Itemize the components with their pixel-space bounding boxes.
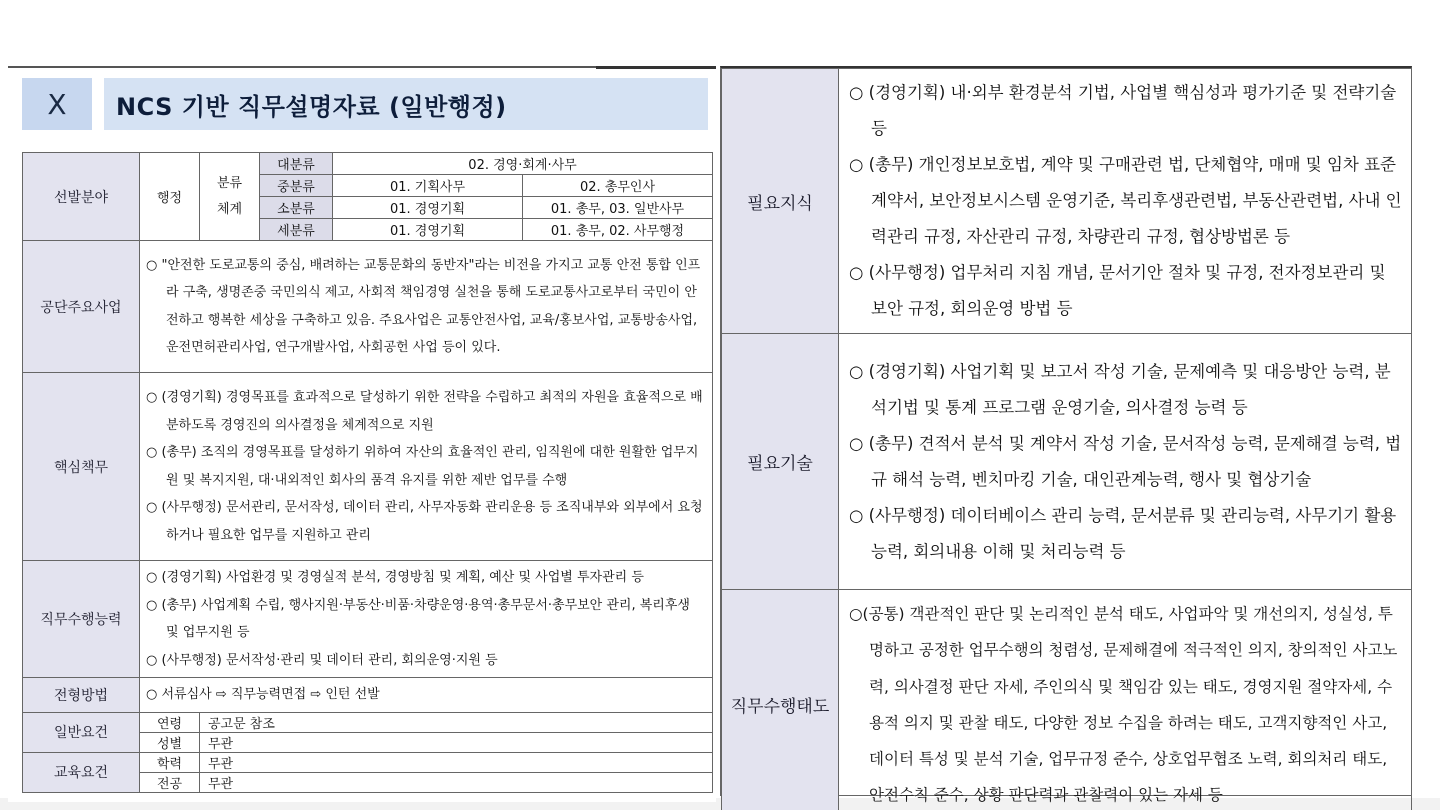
selection-text: ○ 서류심사 ⇨ 직무능력면접 ⇨ 인턴 선발 [140, 678, 713, 713]
knowledge-item: ○ (경영기획) 내·외부 환경분석 기법, 사업별 핵심성과 평가기준 및 전략기술 등 [849, 83, 1397, 138]
main-business-text [140, 241, 713, 373]
skill-item: ○ (경영기획) 사업기획 및 보고서 작성 기술, 문제예측 및 대응방안 능력, 분석기법 및 통계 프로그램 운영기술, 의사결정 능력 등 [849, 361, 1391, 417]
competency-item: ○ (총무) 사업계획 수립, 행사지원·부동산·비품·차량운영·용역·총무문서·총무보안 관리, 복리후생 및 업무지원 등 [146, 597, 690, 640]
level-value: 01. 기획사무 [333, 175, 523, 197]
req-key: 연령 [140, 712, 200, 732]
level-value: 01. 경영기획 [333, 219, 523, 241]
education-req-label: 교육요건 [23, 752, 140, 792]
document-title: NCS 기반 직무설명자료 (일반행정) [104, 78, 708, 130]
section-number-badge: Ⅹ [22, 78, 92, 130]
job-competency-text [140, 561, 713, 678]
level-value: 01. 총무, 02. 사무행정 [523, 219, 713, 241]
job-competency-label: 직무수행능력 [23, 561, 140, 678]
job-description-table-left [22, 152, 713, 793]
req-value: 공고문 참조 [200, 712, 713, 732]
level-label: 대분류 [260, 153, 333, 175]
attitude-label: 직무수행태도 [722, 590, 839, 810]
core-duties-text [140, 373, 713, 561]
req-value: 무관 [200, 772, 713, 792]
field-label: 선발분야 [23, 153, 140, 241]
right-document-page [720, 66, 1412, 805]
req-key: 학력 [140, 752, 200, 772]
skill-item: ○ (총무) 견적서 분석 및 계약서 작성 기술, 문서작성 능력, 문제해결 능력, 법규 해석 능력, 벤치마킹 기술, 대인관계능력, 행사 및 협상기술 [849, 433, 1402, 489]
level-value: 02. 경영·회계·사무 [333, 153, 713, 175]
attitude-item: ○(공통) 객관적인 판단 및 논리적인 분석 태도, 사업파악 및 개선의지, 성실성, 투명하고 공정한 업무수행의 청렴성, 문제해결에 적극적인 의지, 창의적인 사고노력, 의사결정 판단 자세, 주인의식 및 책임감 있는 태도, 경영지원 절약자세, 수용적 의지 및 관찰 태도, 다양한 정보 수집을 하려는 태도, 고객지향적인 사고, 데이터 특성 및 분석 기술, 업무규정 준수, 상호업무협조 노력, 회의처리 태도, 안전수칙 준수, 상황 판단력과 관찰력이 있는 자세 등 [849, 605, 1398, 805]
competency-item: ○ (경영기획) 사업환경 및 경영실적 분석, 경영방침 및 계획, 예산 및 사업별 투자관리 등 [146, 570, 644, 585]
knowledge-label: 필요지식 [722, 69, 839, 334]
req-key: 성별 [140, 732, 200, 752]
field-value: 행정 [140, 153, 200, 241]
level-label: 소분류 [260, 197, 333, 219]
knowledge-text [839, 69, 1412, 334]
req-key: 전공 [140, 772, 200, 792]
skill-item: ○ (사무행정) 데이터베이스 관리 능력, 문서분류 및 관리능력, 사무기기 활용 능력, 회의내용 이해 및 처리능력 등 [849, 505, 1397, 561]
job-description-table-right [721, 68, 1412, 810]
knowledge-item: ○ (사무행정) 업무처리 지침 개념, 문서기안 절차 및 규정, 전자정보관리 및 보안 규정, 회의운영 방법 등 [849, 263, 1386, 318]
main-business-label: 공단주요사업 [23, 241, 140, 373]
core-duty-item: ○ (총무) 조직의 경영목표를 달성하기 위하여 자산의 효율적인 관리, 임직원에 대한 원활한 업무지원 및 복지지원, 대·내외적인 회사의 품격 유지를 위한 제반 업무를 수행 [146, 445, 699, 488]
top-rule [596, 66, 716, 69]
level-value: 01. 경영기획 [333, 197, 523, 219]
general-req-label: 일반요건 [23, 712, 140, 752]
main-business-item: ○ "안전한 도로교통의 중심, 배려하는 교통문화의 동반자"라는 비전을 가지고 교통 안전 통합 인프라 구축, 생명존중 국민의식 제고, 사회적 책임경영 실천을 통해 도로교통사고로부터 국민이 안전하고 행복한 세상을 구축하고 있음. 주요사업은 교통안전사업, 교육/홍보사업, 교통방송사업, 운전면허관리사업, 연구개발사업, 사회공헌 사업 등이 있다. [146, 257, 701, 355]
skills-text [839, 334, 1412, 590]
skills-label: 필요기술 [722, 334, 839, 590]
req-value: 무관 [200, 752, 713, 772]
left-document-page [8, 66, 716, 802]
core-duty-item: ○ (경영기획) 경영목표를 효과적으로 달성하기 위한 전략을 수립하고 최적의 자원을 효율적으로 배분하도록 경영진의 의사결정을 체계적으로 지원 [146, 390, 703, 433]
selection-label: 전형방법 [23, 678, 140, 713]
level-label: 세분류 [260, 219, 333, 241]
core-duties-label: 핵심책무 [23, 373, 140, 561]
competency-item: ○ (사무행정) 문서작성·관리 및 데이터 관리, 회의운영·지원 등 [146, 652, 498, 668]
knowledge-item: ○ (총무) 개인정보보호법, 계약 및 구매관련 법, 단체협약, 매매 및 임차 표준계약서, 보안정보시스템 운영기준, 복리후생관련법, 부동산관련법, 사내 인력관리 규정, 자산관리 규정, 차량관리 규정, 협상방법론 등 [849, 155, 1402, 246]
req-value: 무관 [200, 732, 713, 752]
core-duty-item: ○ (사무행정) 문서관리, 문서작성, 데이터 관리, 사무자동화 관리운용 등 조직내부와 외부에서 요청하거나 필요한 업무를 지원하고 관리 [146, 500, 703, 543]
attitude-text [839, 590, 1412, 810]
system-label: 분류 체계 [200, 153, 260, 241]
level-value: 02. 총무인사 [523, 175, 713, 197]
level-value: 01. 총무, 03. 일반사무 [523, 197, 713, 219]
level-label: 중분류 [260, 175, 333, 197]
